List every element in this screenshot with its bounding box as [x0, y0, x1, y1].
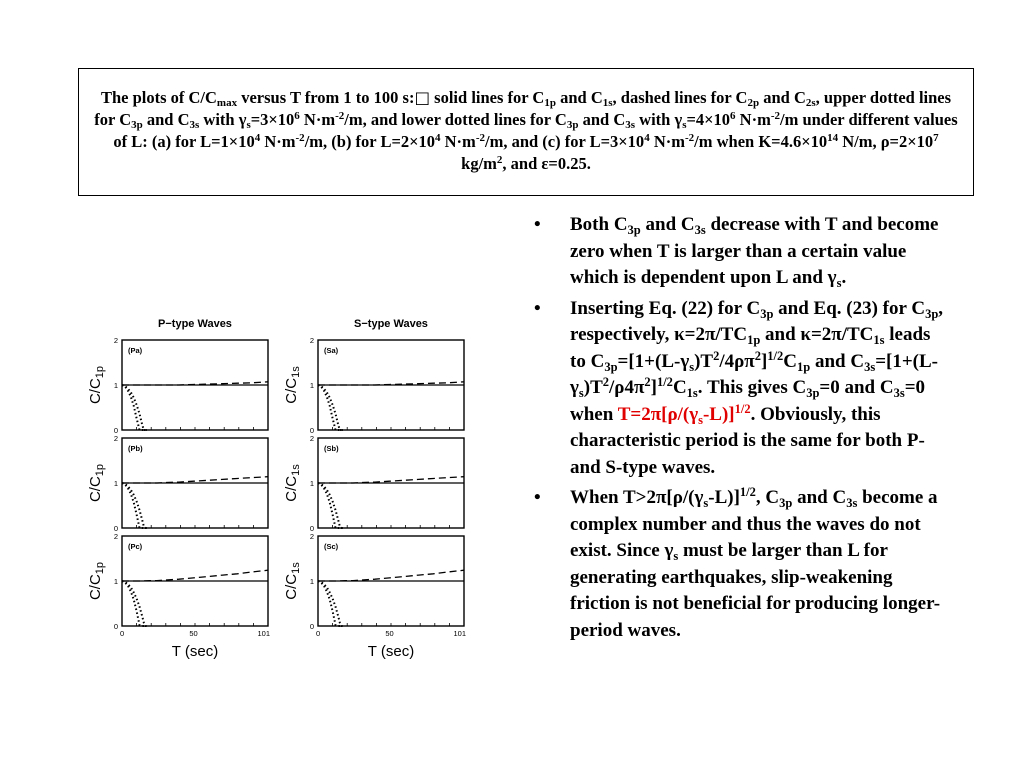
p-panel-3-ytick-label: 1	[113, 577, 118, 586]
s-panel-3-xlabel: T (sec)	[367, 643, 415, 660]
s-panel-2-ytick-label: 0	[309, 524, 314, 533]
ylabel-subscript: 1p	[94, 561, 106, 575]
p-panel-3-upper-dotted-line	[122, 581, 147, 626]
p-panel-1-ytick-label: 1	[113, 381, 118, 390]
s-panel-1-ytick-label: 0	[309, 426, 314, 435]
p-panel-1-ytick-label: 2	[113, 336, 118, 345]
s-panel-3-dashed-line	[318, 570, 464, 581]
ylabel-subscript: 1s	[290, 562, 302, 574]
s-panel-2-ytick-label: 2	[309, 434, 314, 443]
missing-glyph-icon: □	[414, 88, 431, 107]
s-type-title: S−type Waves	[354, 318, 428, 330]
s-panel-2-label: (Sb)	[324, 444, 339, 453]
s-panel-1-upper-dotted-line	[318, 385, 343, 430]
ylabel-main: C/C	[87, 574, 104, 601]
p-panel-1-ytick-label: 0	[113, 426, 118, 435]
p-panel-2-ytick-label: 2	[113, 434, 118, 443]
s-panel-2-ytick-label: 1	[309, 479, 314, 488]
p-panel-3-xtick-label: 50	[189, 629, 198, 638]
bullet-item-3: • When $T>2\pi[\rho/(\gamma_s-L)]^{1/2}$, $C_{3p}$ and $C_{3s}$ become a complex number and thus the waves do not exist. Since $\gamma_s$ must be larger than L for generating earthquakes, slip-weakening friction is not beneficial for producing longer-period waves.	[534, 485, 941, 641]
p-type-title: P−type Waves	[158, 318, 232, 330]
bullet-item-1: • Both $C_{3p}$ and $C_{3s}$ decrease with T and become zero when T is larger than a certain value which is dependent upon L and $\gamma_s$.	[534, 214, 939, 290]
p-panel-3-dashed-line	[122, 570, 268, 581]
s-panel-1-ylabel	[283, 366, 302, 404]
ylabel-subscript: 1p	[94, 463, 106, 477]
p-panel-3-ylabel	[87, 562, 106, 600]
p-panel-2-ytick-label: 1	[113, 479, 118, 488]
s-panel-2-upper-dotted-line	[318, 483, 343, 528]
p-panel-2-label: (Pb)	[128, 444, 143, 453]
s-panel-3-xtick-label: 50	[385, 629, 394, 638]
p-panel-2-dashed-line	[122, 477, 268, 483]
ylabel-main: C/C	[283, 573, 300, 600]
s-panel-3-ylabel	[283, 562, 302, 600]
bullet-icon: •	[534, 487, 541, 508]
s-panel-2-dashed-line	[318, 477, 464, 483]
bullet-icon: •	[534, 297, 541, 319]
p-panel-2-ytick-label: 0	[113, 524, 118, 533]
s-panel-1-lower-dotted-line	[318, 385, 343, 430]
s-panel-3-xtick-label: 101	[453, 629, 466, 638]
s-panel-2-ylabel	[283, 464, 302, 502]
bullet-icon: •	[534, 214, 541, 235]
s-panel-3-ytick-label: 1	[309, 577, 314, 586]
characteristic-period-formula: $T=2\pi[\rho/(\gamma_s-L)]^{1/2}$	[617, 401, 751, 427]
wave-plots-figure	[72, 308, 482, 678]
s-panel-1-ytick-label: 1	[309, 381, 314, 390]
p-panel-3-xtick-label: 101	[257, 629, 270, 638]
ylabel-subscript: 1s	[290, 464, 302, 476]
p-panel-1-label: (Pa)	[128, 346, 143, 355]
bullet-list	[534, 212, 944, 648]
p-panel-3-xlabel: T (sec)	[171, 643, 219, 660]
ylabel-subscript: 1p	[94, 365, 106, 379]
ylabel-main: C/C	[87, 476, 104, 503]
ylabel-main: C/C	[283, 377, 300, 404]
s-panel-3-upper-dotted-line	[318, 581, 343, 626]
p-panel-2-upper-dotted-line	[122, 483, 147, 528]
bullet-item-2: • Inserting Eq. (22) for $C_{3p}$ and Eq. (23) for $C_{3p}$, respectively, $\kappa=2\pi/TC_{1p}$ and $\kappa=2\pi/TC_{1s}$ leads to $C_{3p}=[1+(L-\gamma_s)T^2/4\rho\pi^2]^{1/2}C_{1p}$ and $C_{3s}=[1+(L-\gamma_s)T^2/\rho 4\pi^2]^{1/2}C_{1s}$. This gives $C_{3p}=0$ and $C_{3s}=0$ when $T=2\pi[\rho/(\gamma_s-L)]^{1/2}$. Obviously, this characteristic period is the same for both P- and S-type waves.	[534, 297, 944, 478]
p-panel-1-upper-dotted-line	[122, 385, 147, 430]
s-panel-1-ytick-label: 2	[309, 336, 314, 345]
s-panel-3-ytick-label: 2	[309, 532, 314, 541]
s-panel-3-xtick-label: 0	[316, 629, 321, 638]
ylabel-subscript: 1s	[290, 366, 302, 378]
ylabel-main: C/C	[87, 378, 104, 405]
p-panel-3-label: (Pc)	[128, 542, 143, 551]
s-panel-3-label: (Sc)	[324, 542, 339, 551]
ylabel-main: C/C	[283, 475, 300, 502]
p-panel-3-ytick-label: 2	[113, 532, 118, 541]
p-panel-1-ylabel	[87, 366, 106, 404]
s-panel-1-label: (Sa)	[324, 346, 339, 355]
p-panel-2-ylabel	[87, 464, 106, 502]
p-panel-3-ytick-label: 0	[113, 622, 118, 631]
p-panel-3-xtick-label: 0	[120, 629, 125, 638]
p-panel-1-lower-dotted-line	[122, 385, 147, 430]
figure-caption: The plots of $C/C_{max}$ versus T from 1 to 100 s:□ solid lines for $C_{1p}$ and $C_{1s}$, dashed lines for $C_{2p}$ and $C_{2s}$, upper dotted lines for $C_{3p}$ and $C_{3s}$ with $\gamma_s=3\times 10^6$ $N\cdot m^{-2}/m$, and lower dotted lines for $C_{3p}$ and $C_{3s}$ with $\gamma_s=4\times 10^6$ $N\cdot m^{-2}/m$ under different values of L: (a) for $L=1\times 10^4$ $N\cdot m^{-2}/m$, (b) for $L=2\times 10^4$ $N\cdot m^{-2}/m$, and (c) for $L=3\times 10^4$ $N\cdot m^{-2}/m$ when $K=4.6\times 10^{14}$ N/m, $\rho=2\times 10^7$ $kg/m^2$, and ε=0.25.	[78, 68, 974, 196]
s-panel-3-ytick-label: 0	[309, 622, 314, 631]
